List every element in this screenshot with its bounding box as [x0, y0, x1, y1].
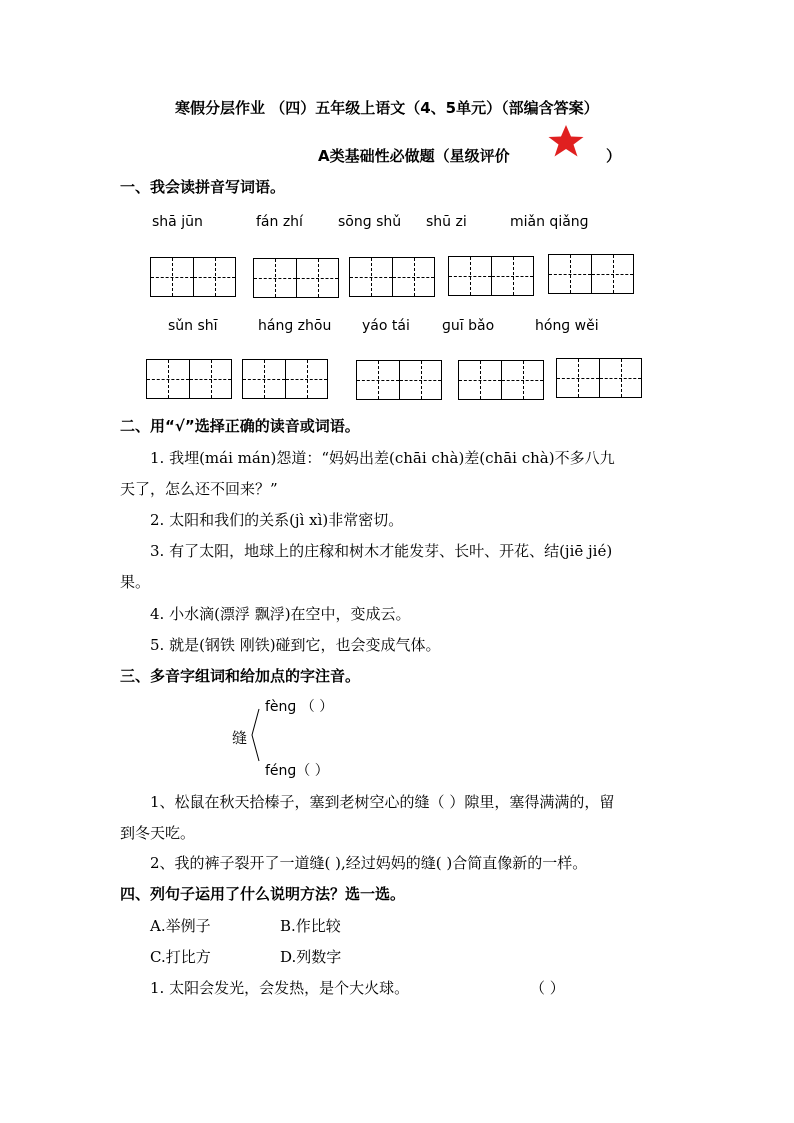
star-icon: [544, 124, 588, 158]
writing-grid[interactable]: [556, 358, 642, 398]
subtitle-close: ）: [606, 147, 622, 165]
writing-grid[interactable]: [356, 360, 442, 400]
section3-heading: 三、多音字组词和给加点的字注音。: [120, 667, 361, 685]
pinyin-4: shū zi: [426, 214, 467, 230]
option-b: B.作比较: [280, 917, 341, 935]
pinyin-7: hánɡ zhōu: [258, 318, 332, 334]
answer-paren[interactable]: （ ）: [530, 979, 565, 997]
option-d: D.列数字: [280, 948, 342, 966]
question-2-3: 3. 有了太阳，地球上的庄稼和树木才能发芽、长叶、开花、结(jiē jié): [150, 542, 613, 560]
option-a: A.举例子: [150, 917, 211, 935]
question-2-4: 4. 小水滴(漂浮 飘浮)在空中，变成云。: [150, 605, 411, 623]
writing-grid[interactable]: [548, 254, 634, 294]
pinyin-9: ɡuī bǎo: [442, 318, 495, 334]
question-2-2: 2. 太阳和我们的关系(jì xì)非常密切。: [150, 511, 404, 529]
question-3-1-cont: 到冬天吃。: [120, 824, 196, 842]
writing-grid[interactable]: [146, 359, 232, 399]
question-2-1-cont: 天了，怎么还不回来？”: [120, 480, 278, 498]
writing-grid[interactable]: [242, 359, 328, 399]
pinyin-1: shā jūn: [152, 214, 203, 230]
pinyin-5: miǎn qiǎnɡ: [510, 214, 589, 230]
question-3-2: 2、我的裤子裂开了一道缝( ),经过妈妈的缝( )合简直像新的一样。: [150, 854, 588, 872]
question-2-5: 5. 就是(钢铁 刚铁)碰到它，也会变成气体。: [150, 636, 441, 654]
question-2-1: 1. 我埋(mái mán)怨道：“妈妈出差(chāi chà)差(chāi chà)不多八九: [150, 449, 615, 467]
writing-grid[interactable]: [349, 257, 435, 297]
subtitle: A类基础性必做题（星级评价: [318, 147, 510, 165]
section1-heading: 一、我会读拼音写词语。: [120, 178, 286, 196]
reading-1: fènɡ （ ）: [265, 699, 334, 715]
section4-heading: 四、列句子运用了什么说明方法？选一选。: [120, 885, 406, 903]
option-c: C.打比方: [150, 948, 211, 966]
question-4-1: 1. 太阳会发光，会发热，是个大火球。: [150, 979, 410, 997]
question-3-1: 1、松鼠在秋天拾榛子，塞到老树空心的缝（ ）隙里，塞得满满的，留: [150, 793, 615, 811]
pinyin-6: sǔn shī: [168, 318, 218, 334]
pinyin-2: fán zhí: [256, 214, 303, 230]
pinyin-8: yáo tái: [362, 318, 410, 334]
brace-icon: [249, 708, 261, 762]
pinyin-10: hónɡ wěi: [535, 318, 599, 334]
question-2-3-cont: 果。: [120, 573, 151, 591]
reading-2: fénɡ（ ）: [265, 763, 329, 779]
writing-grid[interactable]: [253, 258, 339, 298]
section2-heading: 二、用“√”选择正确的读音或词语。: [120, 417, 360, 435]
page-title: 寒假分层作业 （四）五年级上语文（4、5单元）（部编含答案）: [175, 99, 599, 117]
writing-grid[interactable]: [448, 256, 534, 296]
writing-grid[interactable]: [150, 257, 236, 297]
writing-grid[interactable]: [458, 360, 544, 400]
pinyin-3: sōnɡ shǔ: [338, 214, 402, 230]
polyphone-char: 缝: [232, 729, 248, 747]
